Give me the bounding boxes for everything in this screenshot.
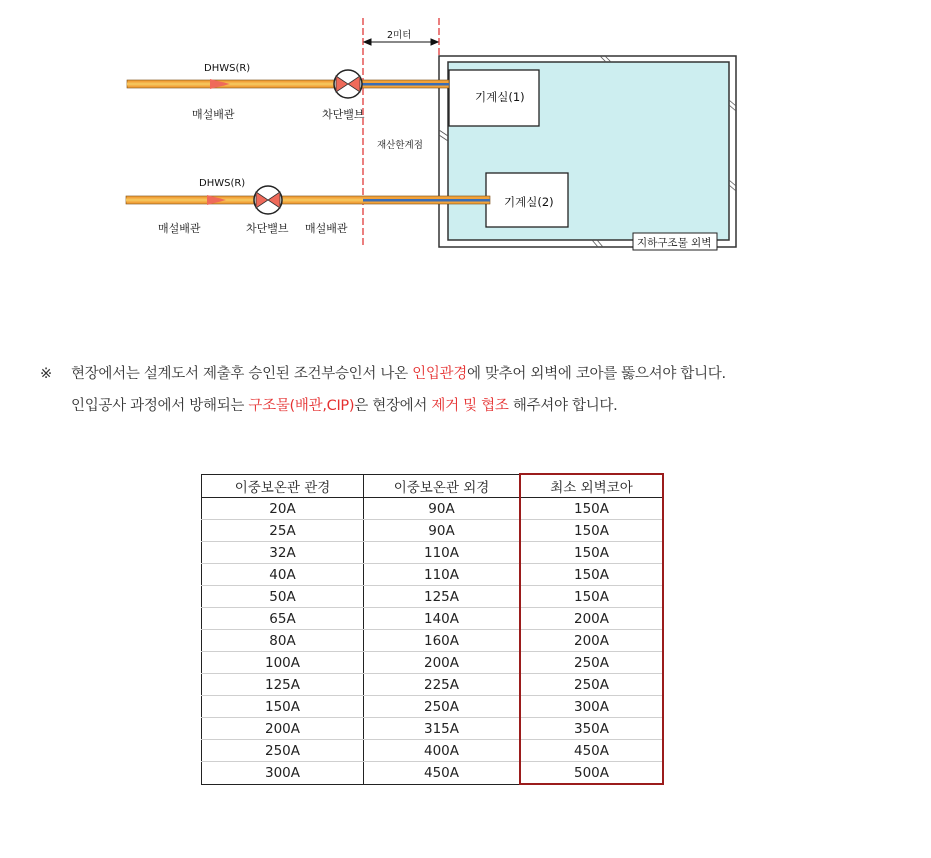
table-row [202, 696, 664, 718]
piping-diagram [0, 0, 931, 260]
header-outer-diameter: 이중보온관 외경 [364, 474, 521, 498]
cell-outer-diameter: 200A [364, 652, 521, 674]
cell-outer-diameter: 250A [364, 696, 521, 718]
cell-outer-diameter: 90A [364, 520, 521, 542]
table-row [202, 520, 664, 542]
cell-outer-diameter: 110A [364, 542, 521, 564]
note-line-1 [40, 362, 726, 383]
cell-outer-diameter: 400A [364, 740, 521, 762]
cell-pipe-diameter: 40A [202, 564, 364, 586]
cell-outer-diameter: 140A [364, 608, 521, 630]
cell-min-core: 300A [520, 696, 663, 718]
cell-min-core: 150A [520, 520, 663, 542]
cell-min-core: 200A [520, 608, 663, 630]
cell-pipe-diameter: 20A [202, 498, 364, 520]
table-row [202, 586, 664, 608]
valve-bottom-label: 차단밸브 [246, 222, 289, 235]
cell-pipe-diameter: 125A [202, 674, 364, 696]
table-row [202, 564, 664, 586]
table-row [202, 740, 664, 762]
shutoff-valve-top [334, 70, 362, 98]
table-row [202, 608, 664, 630]
pipe-bottom [126, 195, 490, 205]
mechanical-room-1-label: 기계실(1) [475, 90, 525, 104]
shutoff-valve-bottom [254, 186, 282, 214]
cell-pipe-diameter: 250A [202, 740, 364, 762]
cell-min-core: 200A [520, 630, 663, 652]
valve-top-label: 차단밸브 [322, 108, 365, 121]
table-row [202, 762, 664, 785]
pipe-bottom-buried-label-2: 매설배관 [305, 222, 348, 235]
header-pipe-diameter: 이중보온관 관경 [202, 474, 364, 498]
cell-min-core: 450A [520, 740, 663, 762]
table-row [202, 718, 664, 740]
wall-label: 지하구조물 외벽 [637, 237, 712, 249]
pipe-top [127, 79, 449, 89]
note-line-2-text-b: 은 현장에서 [354, 398, 432, 414]
cell-pipe-diameter: 150A [202, 696, 364, 718]
cell-pipe-diameter: 100A [202, 652, 364, 674]
cell-outer-diameter: 225A [364, 674, 521, 696]
cell-outer-diameter: 315A [364, 718, 521, 740]
cell-min-core: 150A [520, 586, 663, 608]
header-min-core: 최소 외벽코아 [520, 474, 663, 498]
cell-outer-diameter: 160A [364, 630, 521, 652]
table-row [202, 674, 664, 696]
pipe-top-buried-label: 매설배관 [192, 108, 235, 121]
cell-pipe-diameter: 65A [202, 608, 364, 630]
core-size-table [201, 473, 664, 785]
cell-outer-diameter: 90A [364, 498, 521, 520]
cell-min-core: 250A [520, 652, 663, 674]
cell-pipe-diameter: 50A [202, 586, 364, 608]
cell-pipe-diameter: 32A [202, 542, 364, 564]
note-line-2-highlight-1: 구조물(배관,CIP) [248, 398, 355, 414]
cell-pipe-diameter: 300A [202, 762, 364, 785]
note-mark: ※ [40, 366, 52, 382]
cell-outer-diameter: 450A [364, 762, 521, 785]
cell-pipe-diameter: 25A [202, 520, 364, 542]
pipe-bottom-buried-label: 매설배관 [158, 222, 201, 235]
table-row [202, 630, 664, 652]
cell-min-core: 150A [520, 498, 663, 520]
cell-pipe-diameter: 80A [202, 630, 364, 652]
dimension-label: 2미터 [387, 30, 412, 41]
note-line-2-text-a: 인입공사 과정에서 방해되는 [71, 398, 249, 414]
note-line-2-text-c: 해주셔야 합니다. [508, 398, 618, 414]
note-line-1-highlight: 인입관경 [412, 366, 467, 382]
cell-min-core: 500A [520, 762, 663, 785]
cell-outer-diameter: 110A [364, 564, 521, 586]
table-row [202, 652, 664, 674]
pipe-bottom-label: DHWS(R) [199, 178, 246, 189]
cell-min-core: 250A [520, 674, 663, 696]
cell-outer-diameter: 125A [364, 586, 521, 608]
cell-min-core: 150A [520, 564, 663, 586]
table-row [202, 498, 664, 520]
note-line-2-highlight-2: 제거 및 협조 [431, 398, 509, 414]
table-header-row [202, 474, 664, 498]
pipe-top-label: DHWS(R) [204, 63, 251, 74]
note-line-1-text-a: 현장에서는 설계도서 제출후 승인된 조건부승인서 나온 [71, 366, 413, 382]
table-row [202, 542, 664, 564]
note-line-2 [71, 394, 617, 415]
boundary-label: 재산한계점 [377, 140, 423, 151]
cell-min-core: 350A [520, 718, 663, 740]
cell-pipe-diameter: 200A [202, 718, 364, 740]
mechanical-room-2-label: 기계실(2) [504, 195, 554, 209]
cell-min-core: 150A [520, 542, 663, 564]
note-line-1-text-b: 에 맞추어 외벽에 코아를 뚫으셔야 합니다. [466, 366, 726, 382]
